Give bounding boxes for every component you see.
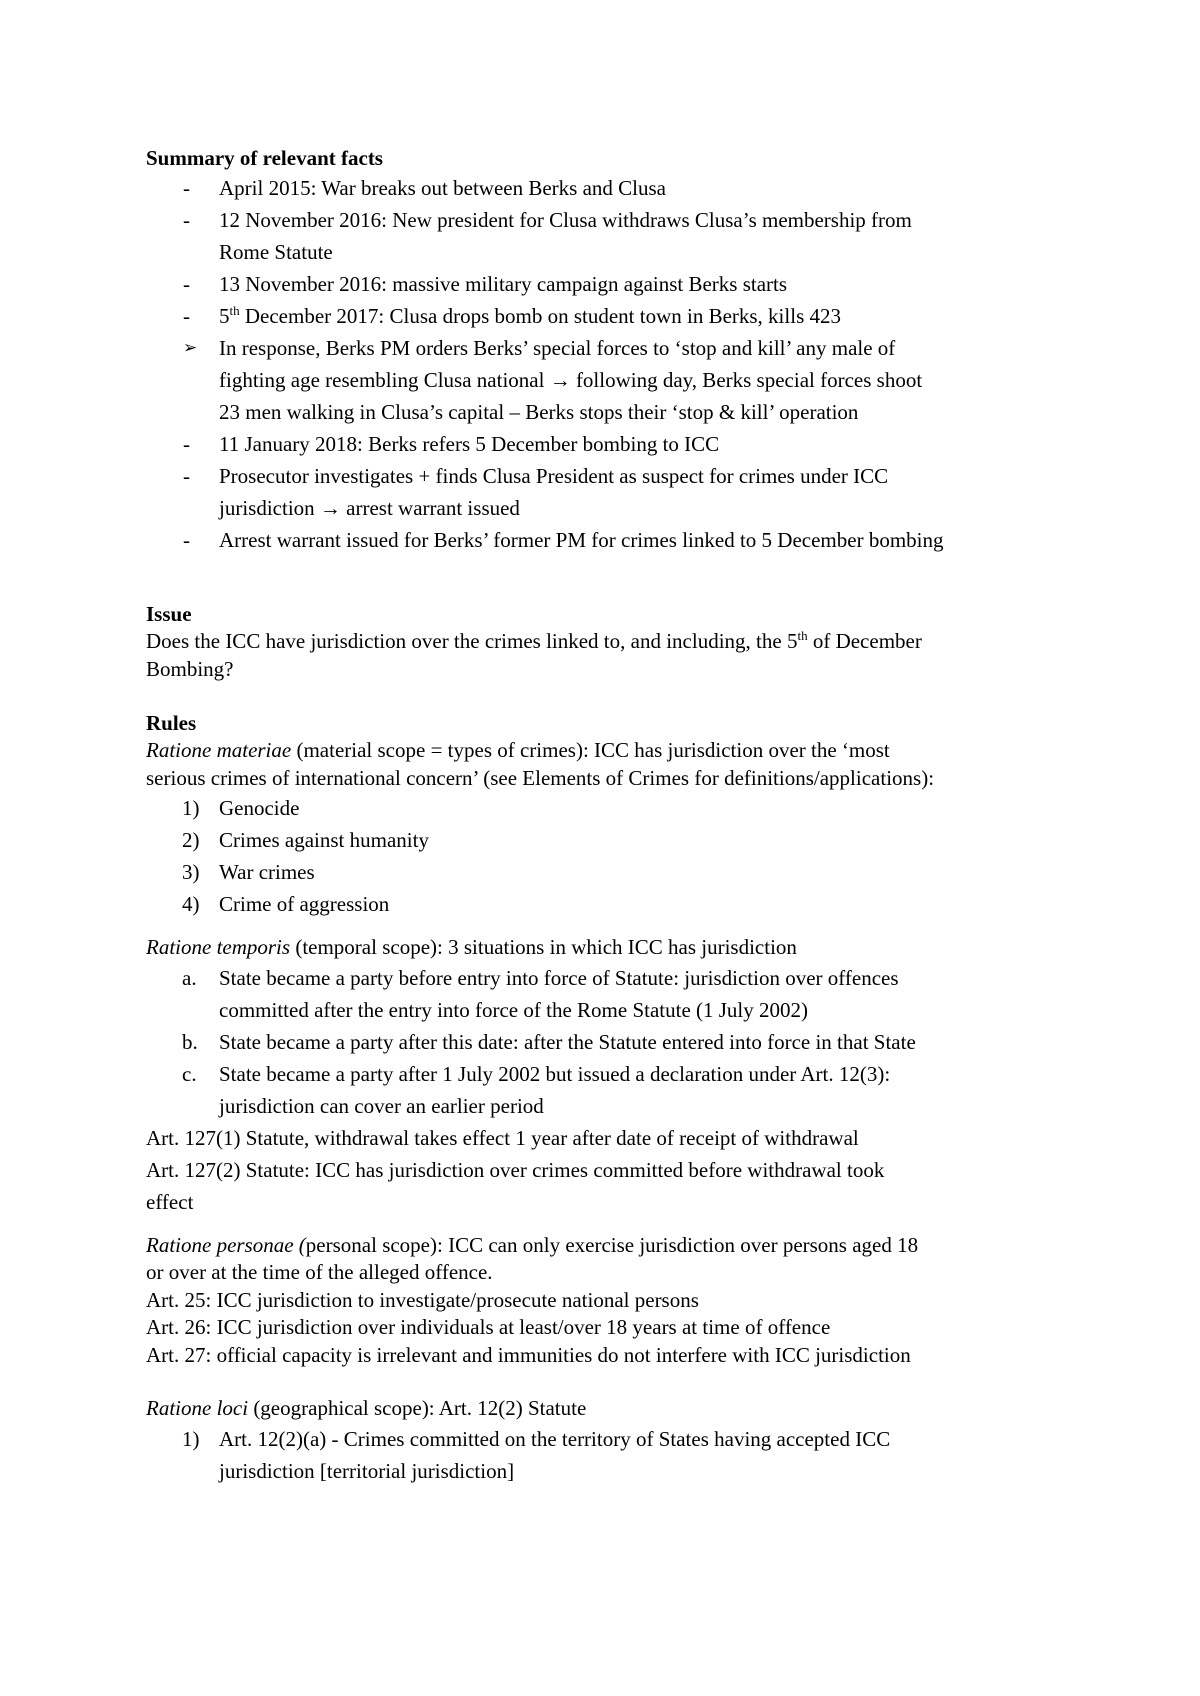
list-marker: 2): [182, 828, 200, 852]
list-item: [146, 962, 1086, 1026]
list-marker: a.: [182, 965, 197, 990]
list-item-text: [219, 492, 1086, 524]
art-27: Art. 27: official capacity is irrelevant and immunities do not interfere with ICC jurisdiction: [146, 1342, 911, 1367]
list-item: [146, 792, 1086, 824]
text-run: jurisdiction: [219, 496, 320, 520]
right-arrow-icon: →: [549, 368, 571, 392]
list-item-text: 23 men walking in Clusa’s capital – Berks stops their ‘stop & kill’ operation: [219, 400, 859, 424]
text-run: 5: [219, 304, 230, 328]
list-item: [146, 204, 1086, 268]
art-26: Art. 26: ICC jurisdiction over individuals at least/over 18 years at time of offence: [146, 1315, 831, 1339]
ratione-personae-paragraph: [146, 1232, 1086, 1370]
list-item-text: State became a party after 1 July 2002 but issued a declaration under Art. 12(3):: [219, 1061, 891, 1086]
text-run: December 2017: Clusa drops bomb on student town in Berks, kills 423: [239, 304, 841, 328]
ratione-loci-paragraph: [146, 1395, 1086, 1423]
list-item-text: Crimes against humanity: [219, 828, 429, 852]
list-marker: -: [183, 528, 190, 552]
list-marker: 4): [182, 892, 200, 916]
list-item: [146, 300, 1086, 332]
text-run: arrest warrant issued: [340, 496, 520, 520]
text-run: following day, Berks special forces shoot: [570, 368, 923, 392]
list-item: [146, 1423, 1086, 1487]
term: Ratione materiae: [146, 738, 292, 762]
list-item: [146, 460, 1086, 524]
list-marker: -: [183, 432, 190, 456]
list-item: [146, 428, 1086, 460]
list-item-text: Crime of aggression: [219, 892, 390, 916]
text-run: Bombing?: [146, 656, 234, 681]
issue-heading: Issue: [146, 602, 192, 626]
list-item: [146, 172, 1086, 204]
document-page: [146, 144, 1086, 1487]
text-run: (material scope = types of crimes): ICC has jurisdiction over the ‘most: [291, 738, 890, 762]
term: Ratione temporis: [146, 935, 291, 959]
text-run: of December: [807, 629, 922, 653]
list-item-text: [219, 364, 1086, 396]
issue-text: [146, 628, 1086, 683]
ratione-temporis-paragraph: [146, 934, 1086, 962]
right-arrow-icon: →: [319, 496, 341, 520]
list-item-text: 12 November 2016: New president for Clusa withdraws Clusa’s membership from: [219, 208, 912, 232]
term: Ratione personae (: [146, 1232, 306, 1257]
arrow-bullet-icon: ➢: [183, 338, 198, 357]
list-item-text: Rome Statute: [219, 240, 333, 264]
list-item: [146, 1058, 1086, 1122]
list-marker: -: [183, 304, 190, 328]
list-item: [146, 824, 1086, 856]
text-run: fighting age resembling Clusa national: [219, 368, 550, 392]
list-item: [146, 856, 1086, 888]
list-item-text: State became a party before entry into force of Statute: jurisdiction over offences: [219, 965, 899, 990]
superscript: th: [229, 303, 240, 318]
list-item-text: Arrest warrant issued for Berks’ former PM for crimes linked to 5 December bombing: [219, 528, 944, 552]
text-run: (geographical scope): Art. 12(2) Statute: [248, 1396, 587, 1420]
list-item-text: In response, Berks PM orders Berks’ special forces to ‘stop and kill’ any male of: [219, 336, 896, 360]
list-item-text: Prosecutor investigates + finds Clusa President as suspect for crimes under ICC: [219, 464, 889, 488]
rules-heading: Rules: [146, 711, 197, 735]
list-marker: -: [183, 464, 190, 488]
list-item-text: Genocide: [219, 796, 300, 820]
list-marker: 1): [182, 796, 200, 820]
list-marker: -: [183, 208, 190, 232]
list-item: [146, 332, 1086, 428]
list-item-text: jurisdiction [territorial jurisdiction]: [219, 1458, 515, 1483]
art-127-2-continued: effect: [146, 1189, 194, 1214]
text-run: serious crimes of international concern’ (see Elements of Crimes for definitions/applications):: [146, 765, 935, 790]
superscript: th: [797, 628, 808, 643]
term: Ratione loci: [146, 1396, 249, 1420]
text-run: Does the ICC have jurisdiction over the crimes linked to, and including, the 5: [146, 629, 798, 653]
text-run: personal scope): ICC can only exercise jurisdiction over persons aged 18: [305, 1232, 919, 1257]
art-127-2: Art. 127(2) Statute: ICC has jurisdiction over crimes committed before withdrawal took: [146, 1157, 885, 1182]
art-127-1: Art. 127(1) Statute, withdrawal takes effect 1 year after date of receipt of withdrawal: [146, 1125, 859, 1150]
list-item-text: War crimes: [219, 860, 315, 884]
list-item: [146, 268, 1086, 300]
list-item: [146, 524, 1086, 556]
list-item-text: State became a party after this date: after the Statute entered into force in that State: [219, 1029, 916, 1054]
list-marker: -: [183, 176, 190, 200]
list-item: [146, 1026, 1086, 1058]
list-item-text: 13 November 2016: massive military campaign against Berks starts: [219, 272, 788, 296]
text-run: (temporal scope): 3 situations in which ICC has jurisdiction: [290, 935, 797, 959]
ratione-materiae-paragraph: [146, 737, 1086, 792]
list-marker: 1): [182, 1426, 200, 1451]
list-item-text: Art. 12(2)(a) - Crimes committed on the territory of States having accepted ICC: [219, 1426, 891, 1451]
list-item-text: 11 January 2018: Berks refers 5 December bombing to ICC: [219, 432, 720, 456]
list-marker: -: [183, 272, 190, 296]
list-marker: c.: [182, 1061, 197, 1086]
facts-heading: Summary of relevant facts: [146, 146, 383, 170]
list-item-text: April 2015: War breaks out between Berks and Clusa: [219, 176, 666, 200]
list-marker: b.: [182, 1029, 198, 1054]
list-item: [146, 888, 1086, 920]
list-marker: 3): [182, 860, 200, 884]
list-item-text: [219, 300, 1086, 332]
list-item-text: committed after the entry into force of the Rome Statute (1 July 2002): [219, 997, 809, 1022]
art-25: Art. 25: ICC jurisdiction to investigate/prosecute national persons: [146, 1287, 699, 1312]
text-run: or over at the time of the alleged offence.: [146, 1260, 493, 1284]
list-item-text: jurisdiction can cover an earlier period: [219, 1093, 544, 1118]
